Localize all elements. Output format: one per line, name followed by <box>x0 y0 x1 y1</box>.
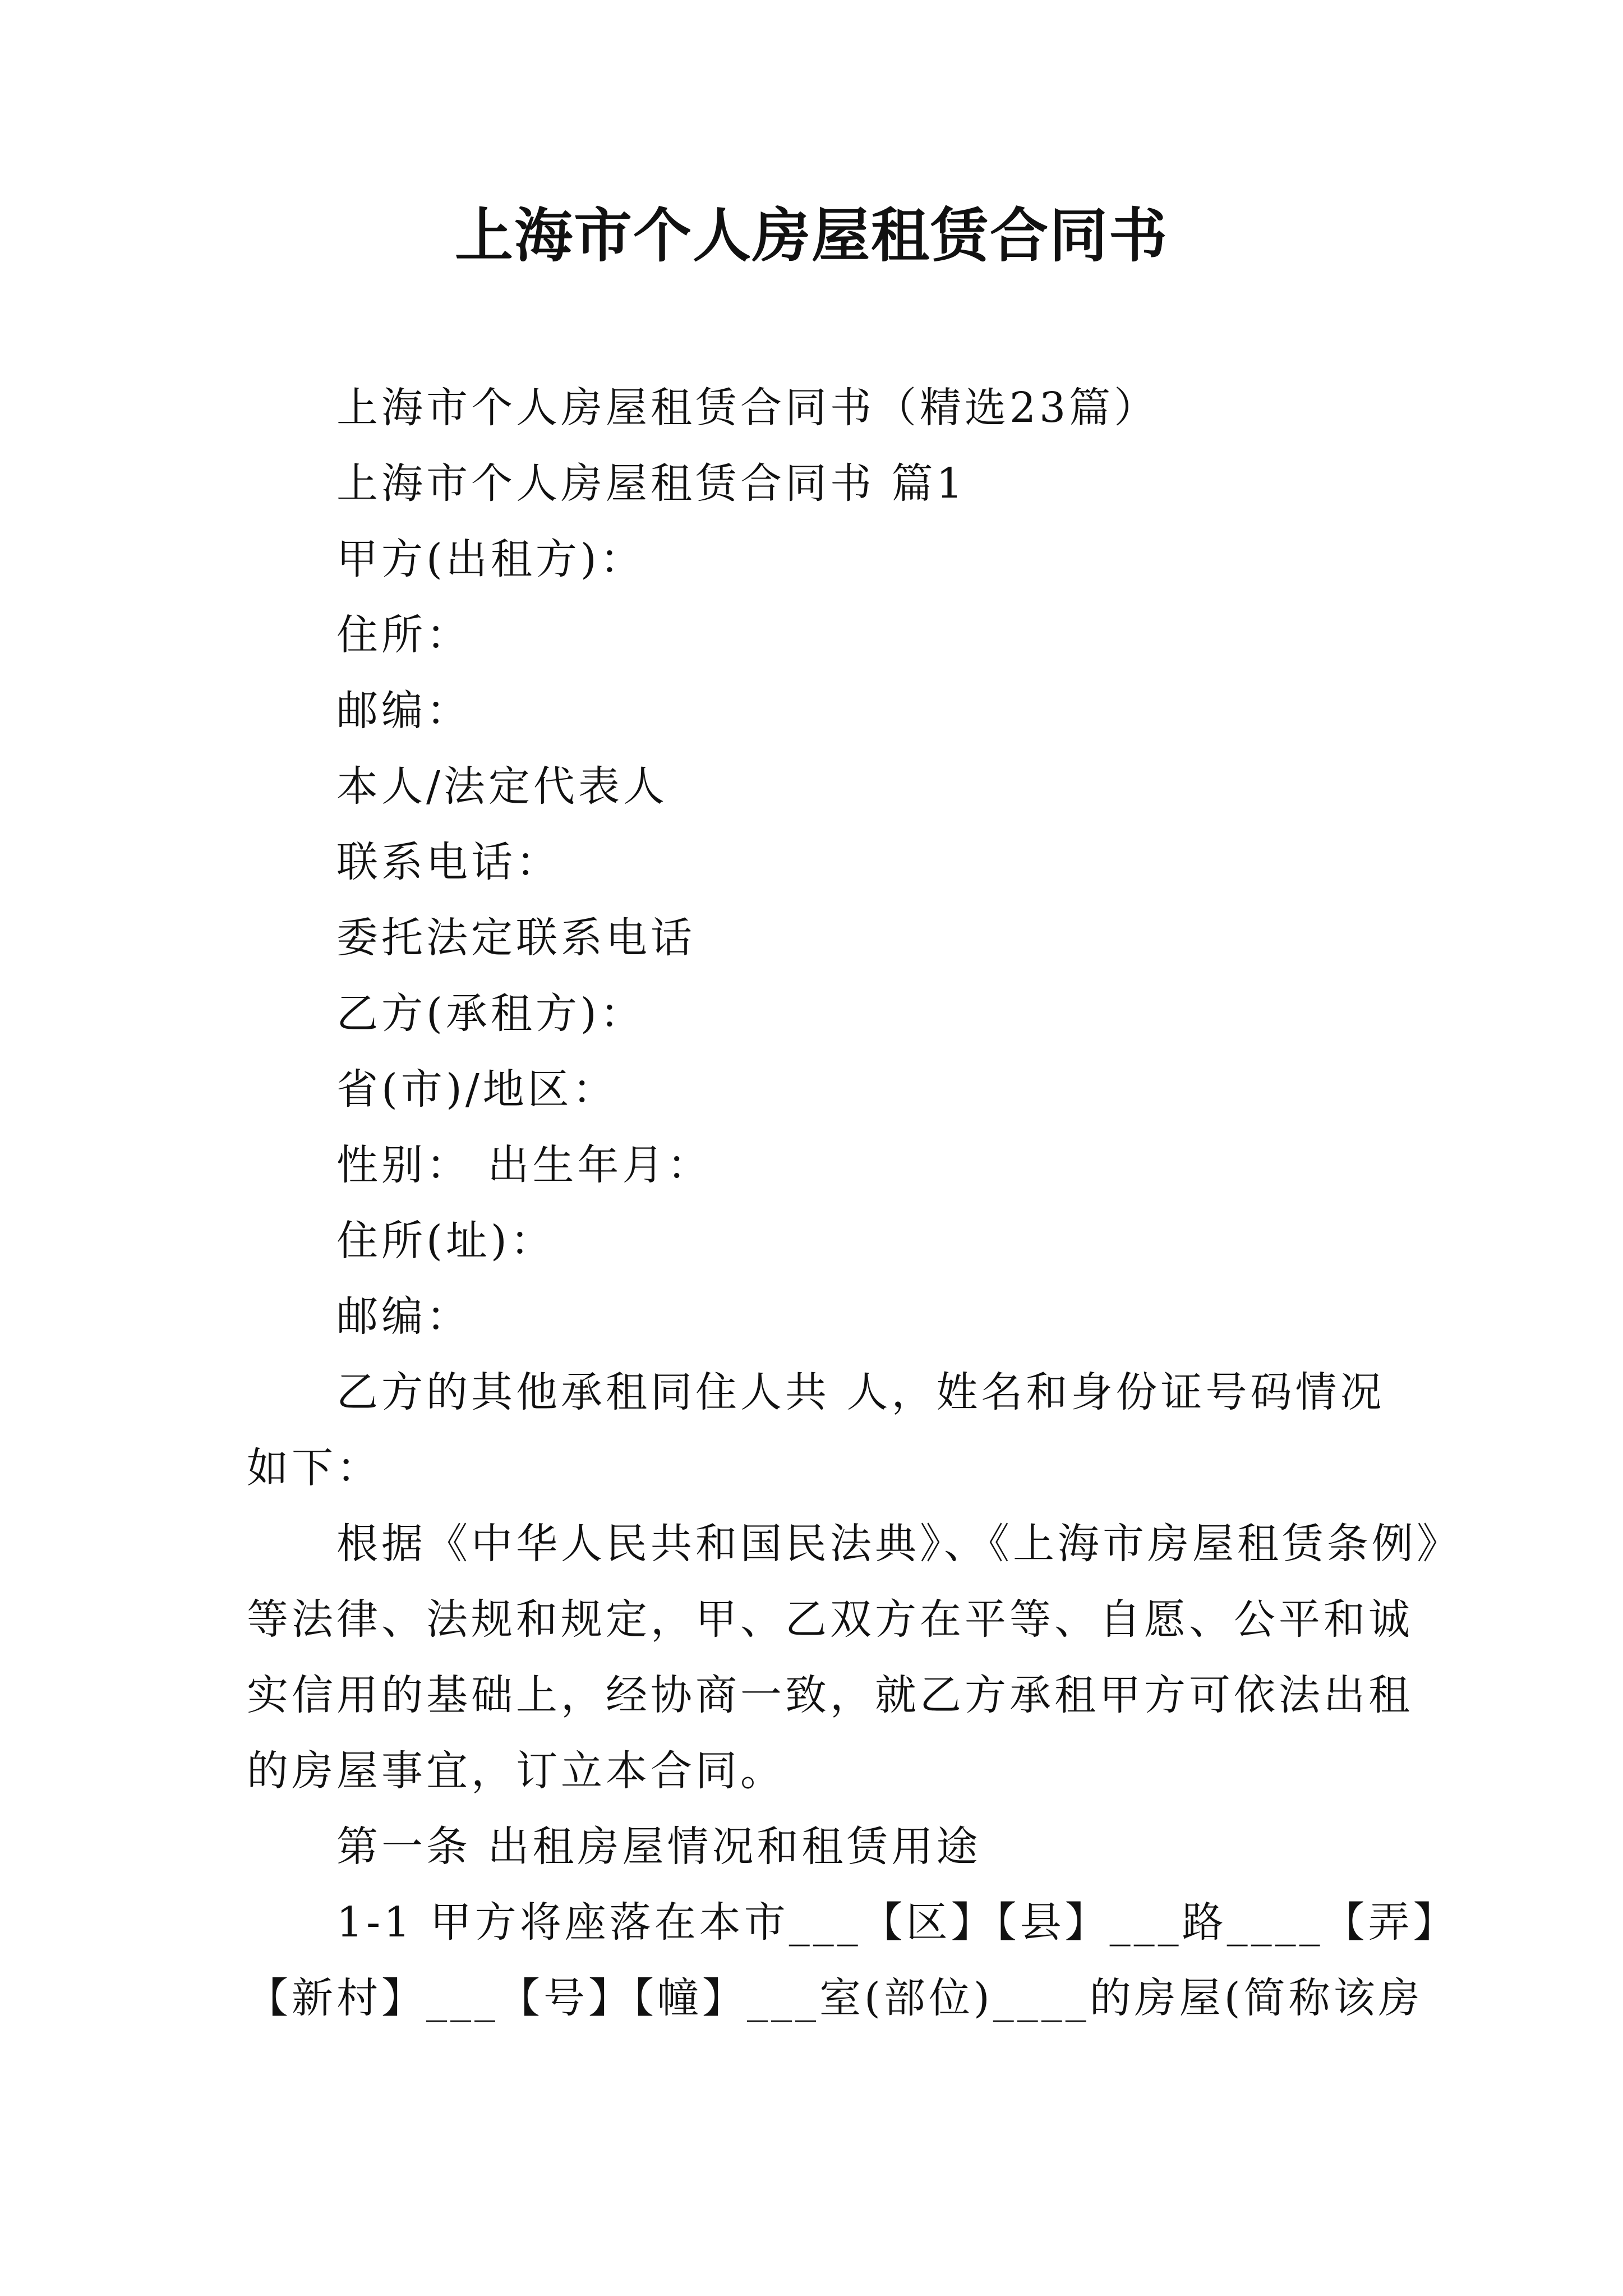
party-a-agent-phone: 委托法定联系电话 <box>336 914 695 962</box>
party-a-phone: 联系电话： <box>336 838 561 886</box>
party-a-address: 住所： <box>336 611 471 659</box>
party-b-gender-birth: 性别： 出生年月： <box>336 1141 712 1189</box>
party-a-representative: 本人/法定代表人 <box>336 762 668 811</box>
preamble-paragraph-line: 根据《中华人民共和国民法典》、《上海市房屋租赁条例》 <box>336 1520 1461 1568</box>
clause-1-1-line: 1-1 甲方将座落在本市___【区】【县】___路____【弄】 <box>336 1898 1458 1947</box>
co-tenant-paragraph-line: 如下： <box>247 1444 381 1492</box>
clause-1-1-line: 【新村】___【号】【幢】___室(部位)____的房屋(简称该房 <box>247 1974 1423 2022</box>
party-a-label: 甲方(出租方)： <box>336 535 645 583</box>
subtitle-line: 上海市个人房屋租赁合同书（精选23篇） <box>336 384 1159 432</box>
party-b-region: 省(市)/地区： <box>336 1065 617 1114</box>
party-b-postcode: 邮编： <box>336 1292 471 1341</box>
preamble-paragraph-line: 实信用的基础上，经协商一致，就乙方承租甲方可依法出租 <box>247 1671 1413 1719</box>
document-title: 上海市个人房屋租赁合同书 <box>454 201 1168 270</box>
party-b-address: 住所(址)： <box>336 1217 555 1265</box>
article-one-heading: 第一条 出租房屋情况和租赁用途 <box>336 1823 981 1871</box>
preamble-paragraph-line: 的房屋事宜，订立本合同。 <box>247 1747 785 1795</box>
party-b-label: 乙方(承租方)： <box>336 990 645 1038</box>
section-heading: 上海市个人房屋租赁合同书 篇1 <box>336 459 966 508</box>
party-a-postcode: 邮编： <box>336 687 471 735</box>
co-tenant-paragraph-line: 乙方的其他承租同住人共 人，姓名和身份证号码情况 <box>336 1368 1385 1416</box>
preamble-paragraph-line: 等法律、法规和规定，甲、乙双方在平等、自愿、公平和诚 <box>247 1595 1413 1644</box>
